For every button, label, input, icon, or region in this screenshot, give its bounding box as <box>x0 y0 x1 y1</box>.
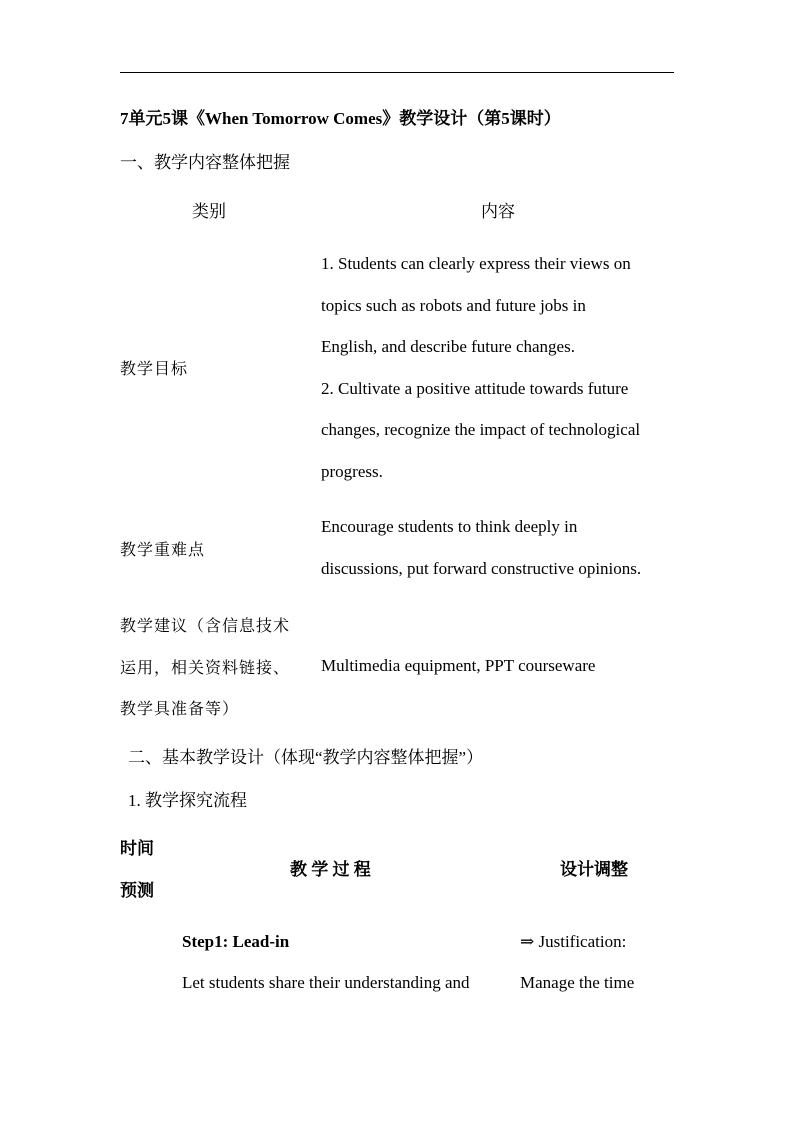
section1-heading: 一、教学内容整体把握 <box>120 153 290 172</box>
row-category-suggestions-line: 教学建议（含信息技术 <box>120 616 291 635</box>
row-category-suggestions-line: 教学具准备等） <box>120 699 240 718</box>
row-content-key-points <box>321 506 641 589</box>
content-line: progress. <box>321 461 383 481</box>
row-category-objectives: 教学目标 <box>120 359 189 378</box>
row-content-objectives <box>321 243 640 492</box>
table2-header-time: 时间 <box>120 839 154 858</box>
content-line: discussions, put forward constructive opinions. <box>321 558 642 578</box>
table1-header-content: 内容 <box>481 202 515 221</box>
content-line: changes, recognize the impact of technological <box>321 420 641 439</box>
page-title: 7单元5课《When Tomorrow Comes》教学设计（第5课时） <box>120 109 561 128</box>
row-category-key-points: 教学重难点 <box>120 540 206 559</box>
table2-header-adjust: 设计调整 <box>560 860 628 879</box>
content-line: English, and describe future changes. <box>321 337 575 356</box>
content-line: Encourage students to think deeply in <box>321 517 578 536</box>
adjust-justification: ⇒ Justification: <box>520 932 627 951</box>
content-line: 1. Students can clearly express their views on <box>321 254 631 273</box>
adjust-note: Manage the time <box>520 973 635 992</box>
section2-subheading: 1. 教学探究流程 <box>128 791 247 810</box>
step-text: Let students share their understanding and <box>182 973 470 992</box>
top-rule <box>120 72 674 73</box>
row-category-suggestions-line: 运用，相关资料链接、 <box>120 658 291 677</box>
table1-header-category: 类别 <box>192 202 226 221</box>
content-line: 2. Cultivate a positive attitude towards future <box>321 378 629 398</box>
row-content-suggestions: Multimedia equipment, PPT courseware <box>321 656 596 675</box>
table2-header-predict: 预测 <box>120 881 154 900</box>
step-title: Step1: Lead-in <box>182 932 290 951</box>
table2-header-process: 教 学 过 程 <box>290 860 371 879</box>
section2-heading: 二、基本教学设计（体现“教学内容整体把握”） <box>128 748 484 767</box>
content-line: topics such as robots and future jobs in <box>321 295 586 315</box>
